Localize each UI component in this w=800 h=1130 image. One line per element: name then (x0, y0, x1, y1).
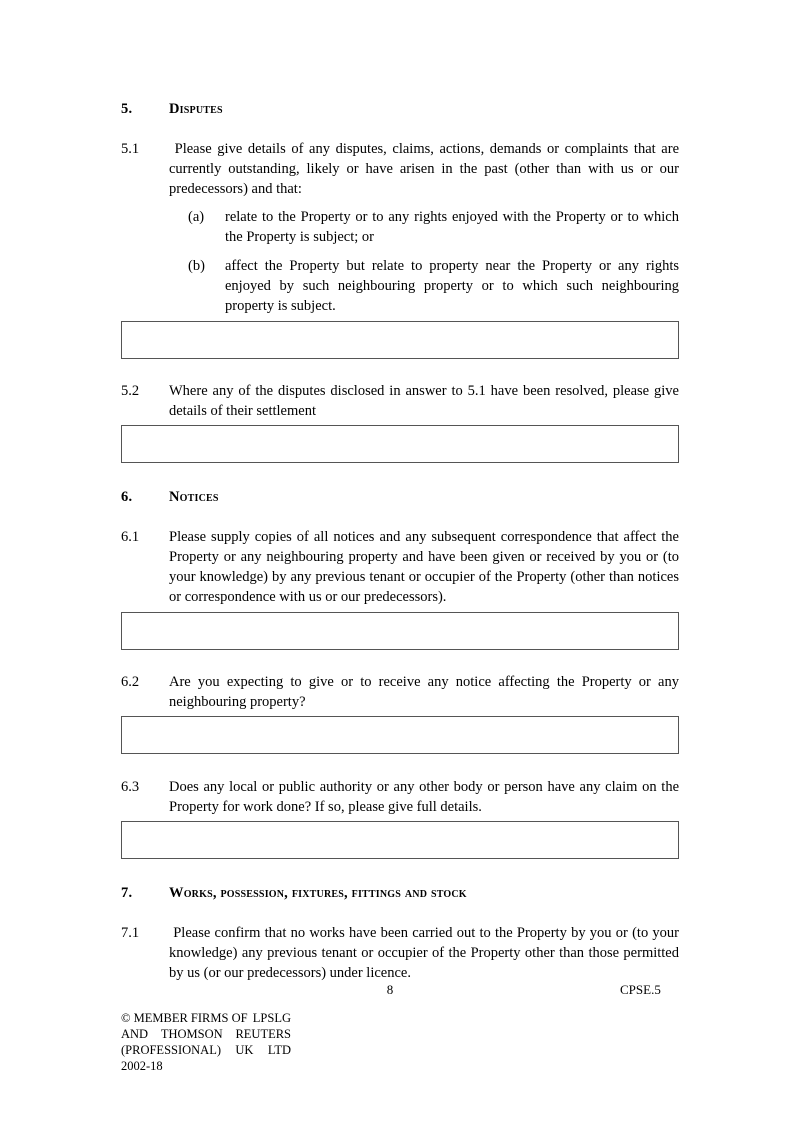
copyright-line (121, 1058, 291, 1074)
subparagraph-text: affect the Property but relate to property near the Property or any rights enjoyed by such neighbouring property or to which such neighbouring property is subject. (225, 258, 679, 314)
paragraph-6-3 (121, 777, 679, 817)
paragraph-text: Does any local or public authority or any other body or person have any claim on the Property for work done? If so, please give full details. (169, 779, 679, 815)
section-number: 5. (121, 101, 133, 117)
section-5-heading (121, 101, 223, 118)
paragraph-text: Please give details of any disputes, claims, actions, demands or complaints that are currently outstanding, likely or have arisen in the past (other than with us or our predecessors) and that: (169, 141, 683, 197)
section-title: Notices (169, 489, 219, 505)
paragraph-text: Please supply copies of all notices and any subsequent correspondence that affect the Property or any neighbouring property and have been given or received by you or (to your knowledge) by any previous tenant or occupier of the Property (other than notices or correspondence with us or our predecessors). (169, 529, 679, 605)
paragraph-6-1 (121, 527, 679, 607)
section-6-heading (121, 489, 219, 506)
answer-box-5-1[interactable] (121, 321, 679, 359)
answer-box-6-2[interactable] (121, 716, 679, 754)
answer-box-5-2[interactable] (121, 425, 679, 463)
copyright-word: © MEMBER FIRMS OF (121, 1011, 248, 1025)
copyright-word: UK (235, 1043, 254, 1057)
copyright-word: (PROFESSIONAL) (121, 1043, 222, 1057)
paragraph-text: Are you expecting to give or to receive any notice affecting the Property or any neighbouring property? (169, 674, 679, 710)
paragraph-7-1 (121, 923, 683, 983)
answer-box-6-1[interactable] (121, 612, 679, 650)
paragraph-number: 7.1 (121, 925, 140, 941)
paragraph-number: 6.1 (121, 529, 140, 545)
copyright-years: 2002-18 (121, 1059, 163, 1073)
copyright-word: AND (121, 1027, 149, 1041)
copyright-word: REUTERS (235, 1027, 291, 1041)
paragraph-5-1 (121, 139, 683, 199)
copyright-line (121, 1026, 291, 1042)
paragraph-number: 6.2 (121, 674, 140, 690)
section-number: 7. (121, 885, 133, 901)
section-title: Works, possession, fixtures, fittings and stock (169, 885, 467, 901)
paragraph-text: Where any of the disputes disclosed in answer to 5.1 have been resolved, please give details of their settlement (169, 383, 679, 419)
paragraph-number: 5.1 (121, 141, 140, 157)
page-number: 8 (386, 982, 394, 997)
copyright-notice (121, 1010, 291, 1074)
section-title: Disputes (169, 101, 223, 117)
subparagraph-letter: (a) (188, 209, 205, 225)
paragraph-number: 6.3 (121, 779, 140, 795)
subparagraph-5-1-b (188, 256, 679, 316)
copyright-word: LPSLG (252, 1011, 291, 1025)
copyright-line (121, 1010, 291, 1026)
subparagraph-text: relate to the Property or to any rights enjoyed with the Property or to which the Property is subject; or (225, 209, 679, 245)
copyright-line (121, 1042, 291, 1058)
subparagraph-letter: (b) (188, 258, 205, 274)
paragraph-6-2 (121, 672, 679, 712)
subparagraph-5-1-a (188, 207, 679, 247)
section-number: 6. (121, 489, 133, 505)
paragraph-number: 5.2 (121, 383, 140, 399)
section-7-heading (121, 885, 467, 902)
paragraph-text: Please confirm that no works have been carried out to the Property by you or (to your knowledge) any previous tenant or occupier of the Property other than those permitted by us (or our predecessors) under licence. (169, 925, 683, 981)
paragraph-5-2 (121, 381, 679, 421)
copyright-word: THOMSON (160, 1027, 223, 1041)
document-code: CPSE.5 (620, 982, 661, 997)
answer-box-6-3[interactable] (121, 821, 679, 859)
copyright-word: LTD (267, 1043, 291, 1057)
